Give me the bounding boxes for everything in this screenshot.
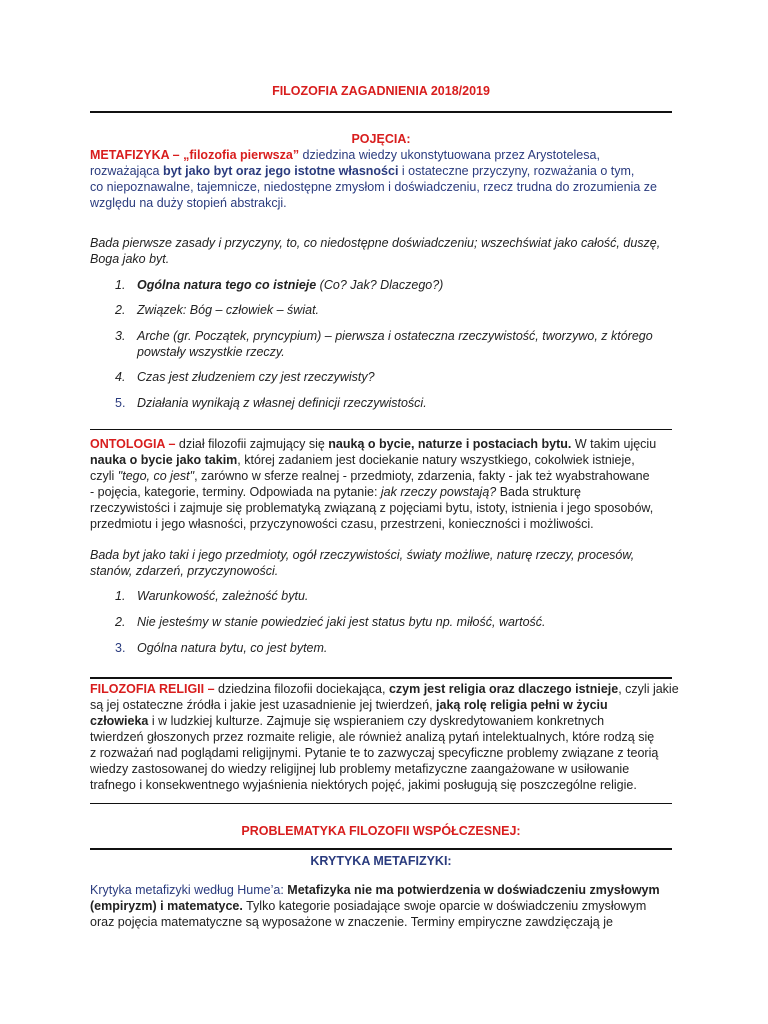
list-item-text: Czas jest złudzeniem czy jest rzeczywisty? — [137, 370, 375, 384]
list-number: 1. — [115, 589, 126, 603]
religia-text: i w ludzkiej kulturze. Zajmuje się wspieraniem czy dyskredytowaniem konkretnych — [148, 714, 605, 728]
ontologia-term: ONTOLOGIA – — [90, 437, 176, 451]
ontologia-bold: nauka o bycie jako takim — [90, 453, 238, 467]
list-number: 2. — [115, 303, 126, 317]
list-item-text: (Co? Jak? Dlaczego?) — [316, 278, 444, 292]
ontologia-text: - pojęcia, kategorie, terminy. Odpowiada na pytanie: — [90, 485, 381, 499]
hume-bold: (empiryzm) i matematyce. — [90, 899, 243, 913]
hume-line-1 — [90, 882, 672, 898]
metafizyka-text: dziedzina wiedzy ukonstytuowana przez Arystotelesa, — [299, 148, 600, 162]
religia-line-3 — [90, 713, 672, 729]
ontologia-line-6: przedmiotu i jego własności, przyczynowości czasu, przestrzeni, konieczności i możliwości. — [90, 517, 594, 531]
metafizyka-bada-1: Bada pierwsze zasady i przyczyny, to, co niedostępne doświadczeniu; wszechświat jako całość, duszę, — [90, 236, 661, 250]
ontologia-text: Bada strukturę — [496, 485, 581, 499]
religia-text: dziedzina filozofii dociekająca, — [214, 682, 389, 696]
section-heading-krytyka: KRYTYKA METAFIZYKI: — [310, 854, 452, 868]
list-number: 3. — [115, 641, 126, 655]
ontologia-line-1 — [90, 436, 672, 452]
section-heading-problematyka: PROBLEMATYKA FILOZOFII WSPÓŁCZESNEJ: — [241, 824, 521, 838]
list-number: 2. — [115, 615, 126, 629]
religia-bold: jaką rolę religia pełni w życiu — [436, 698, 608, 712]
ontologia-text: , zarówno w sferze realnej - przedmioty, zdarzenia, fakty - jak też wyabstrahowane — [194, 469, 650, 483]
ontologia-line-5: rzeczywistości i zajmuje się problematyką związaną z pojęciami bytu, istoty, istnienia i jego sposobów, — [90, 501, 654, 515]
metafizyka-line-1 — [90, 147, 672, 163]
section-heading-pojecia: POJĘCIA: — [351, 132, 411, 146]
religia-text: są jej ostateczne źródła i jakie jest uzasadnienie jej twierdzeń, — [90, 698, 437, 712]
metafizyka-line-4: względu na duży stopień abstrakcji. — [90, 196, 287, 210]
divider — [90, 429, 672, 430]
metafizyka-term: METAFIZYKA – — [90, 148, 180, 162]
hume-lead: Krytyka metafizyki według Hume’a: — [90, 883, 284, 897]
religia-line-7: trafnego i konsekwentnego wyjaśnienia niektórych pojęć, jakimi posługują się poszczególne religie. — [90, 778, 637, 792]
hume-bold: Metafizyka nie ma potwierdzenia w doświadczeniu zmysłowym — [283, 883, 660, 897]
ontologia-text: , której zadaniem jest dociekanie natury wszystkiego, cokolwiek istnieje, — [237, 453, 635, 467]
metafizyka-line-2 — [90, 163, 672, 179]
list-item-bold: Ogólna natura tego co istnieje — [137, 278, 317, 292]
list-item-text: Warunkowość, zależność bytu. — [137, 589, 309, 603]
ontologia-italic: "tego, co jest" — [117, 469, 195, 483]
list-item-text: Działania wynikają z własnej definicji rzeczywistości. — [137, 396, 427, 410]
divider — [90, 111, 672, 113]
ontologia-line-3 — [90, 468, 672, 484]
religia-term: FILOZOFIA RELIGII – — [90, 682, 215, 696]
metafizyka-line-3: co niepoznawalne, tajemnicze, niedostępne zmysłom i doświadczeniu, rzecz trudna do zrozumienia ze — [90, 180, 657, 194]
ontologia-line-4 — [90, 484, 672, 500]
ontologia-text: czyli — [90, 469, 118, 483]
religia-line-4: twierdzeń głoszonych przez rozmaite religie, ale również analizą pytań intelektualnych, które rodzą się — [90, 730, 655, 744]
divider — [90, 803, 672, 804]
ontologia-bold: nauką o bycie, naturze i postaciach bytu. — [328, 437, 572, 451]
hume-line-2 — [90, 898, 672, 914]
ontologia-bada-2: stanów, zdarzeń, przyczynowości. — [90, 564, 279, 578]
hume-text: Tylko kategorie posiadające swoje oparcie w doświadczeniu zmysłowym — [242, 899, 647, 913]
religia-text: , czyli jakie — [618, 682, 679, 696]
religia-bold: czym jest religia oraz dlaczego istnieje — [388, 682, 619, 696]
list-number: 4. — [115, 370, 126, 384]
metafizyka-text: rozważająca — [90, 164, 163, 178]
document-title: FILOZOFIA ZAGADNIENIA 2018/2019 — [272, 84, 490, 98]
hume-line-3: oraz pojęcia matematyczne są wyposażone w znaczenie. Terminy empiryczne zawdzięczają je — [90, 915, 613, 929]
ontologia-line-2 — [90, 452, 672, 468]
religia-bold: człowieka — [90, 714, 149, 728]
metafizyka-text: i ostateczne przyczyny, rozważania o tym, — [398, 164, 635, 178]
list-number: 5. — [115, 396, 126, 410]
list-number: 1. — [115, 278, 126, 292]
list-item-text: Związek: Bóg – człowiek – świat. — [137, 303, 320, 317]
ontologia-text: W takim ujęciu — [571, 437, 657, 451]
religia-line-6: wiedzy zastosowanej do wiedzy religijnej lub problemy metafizyczne zaangażowane w usiłowanie — [90, 762, 630, 776]
divider — [90, 677, 672, 679]
list-item-text: Arche (gr. Początek, pryncypium) – pierwsza i ostateczna rzeczywistość, tworzywo, z którego — [137, 329, 653, 343]
list-item-text: Ogólna natura bytu, co jest bytem. — [137, 641, 328, 655]
ontologia-italic: jak rzeczy powstają? — [380, 485, 497, 499]
religia-line-2 — [90, 697, 672, 713]
metafizyka-bold: byt jako byt oraz jego istotne własności — [162, 164, 399, 178]
divider — [90, 848, 672, 850]
religia-line-5: z rozważań nad poglądami religijnymi. Pytanie te to zazwyczaj specyficzne problemy związane z teorią — [90, 746, 659, 760]
list-item-text: powstały wszystkie rzeczy. — [137, 345, 285, 359]
list-item-text: Nie jesteśmy w stanie powiedzieć jaki jest status bytu np. miłość, wartość. — [137, 615, 546, 629]
list-number: 3. — [115, 329, 126, 343]
ontologia-text: dział filozofii zajmujący się — [175, 437, 329, 451]
ontologia-bada-1: Bada byt jako taki i jego przedmioty, ogół rzeczywistości, światy możliwe, naturę rzeczy, procesów, — [90, 548, 635, 562]
metafizyka-quote: „filozofia pierwsza” — [183, 148, 300, 162]
religia-line-1 — [90, 681, 679, 697]
metafizyka-bada-2: Boga jako byt. — [90, 252, 170, 266]
